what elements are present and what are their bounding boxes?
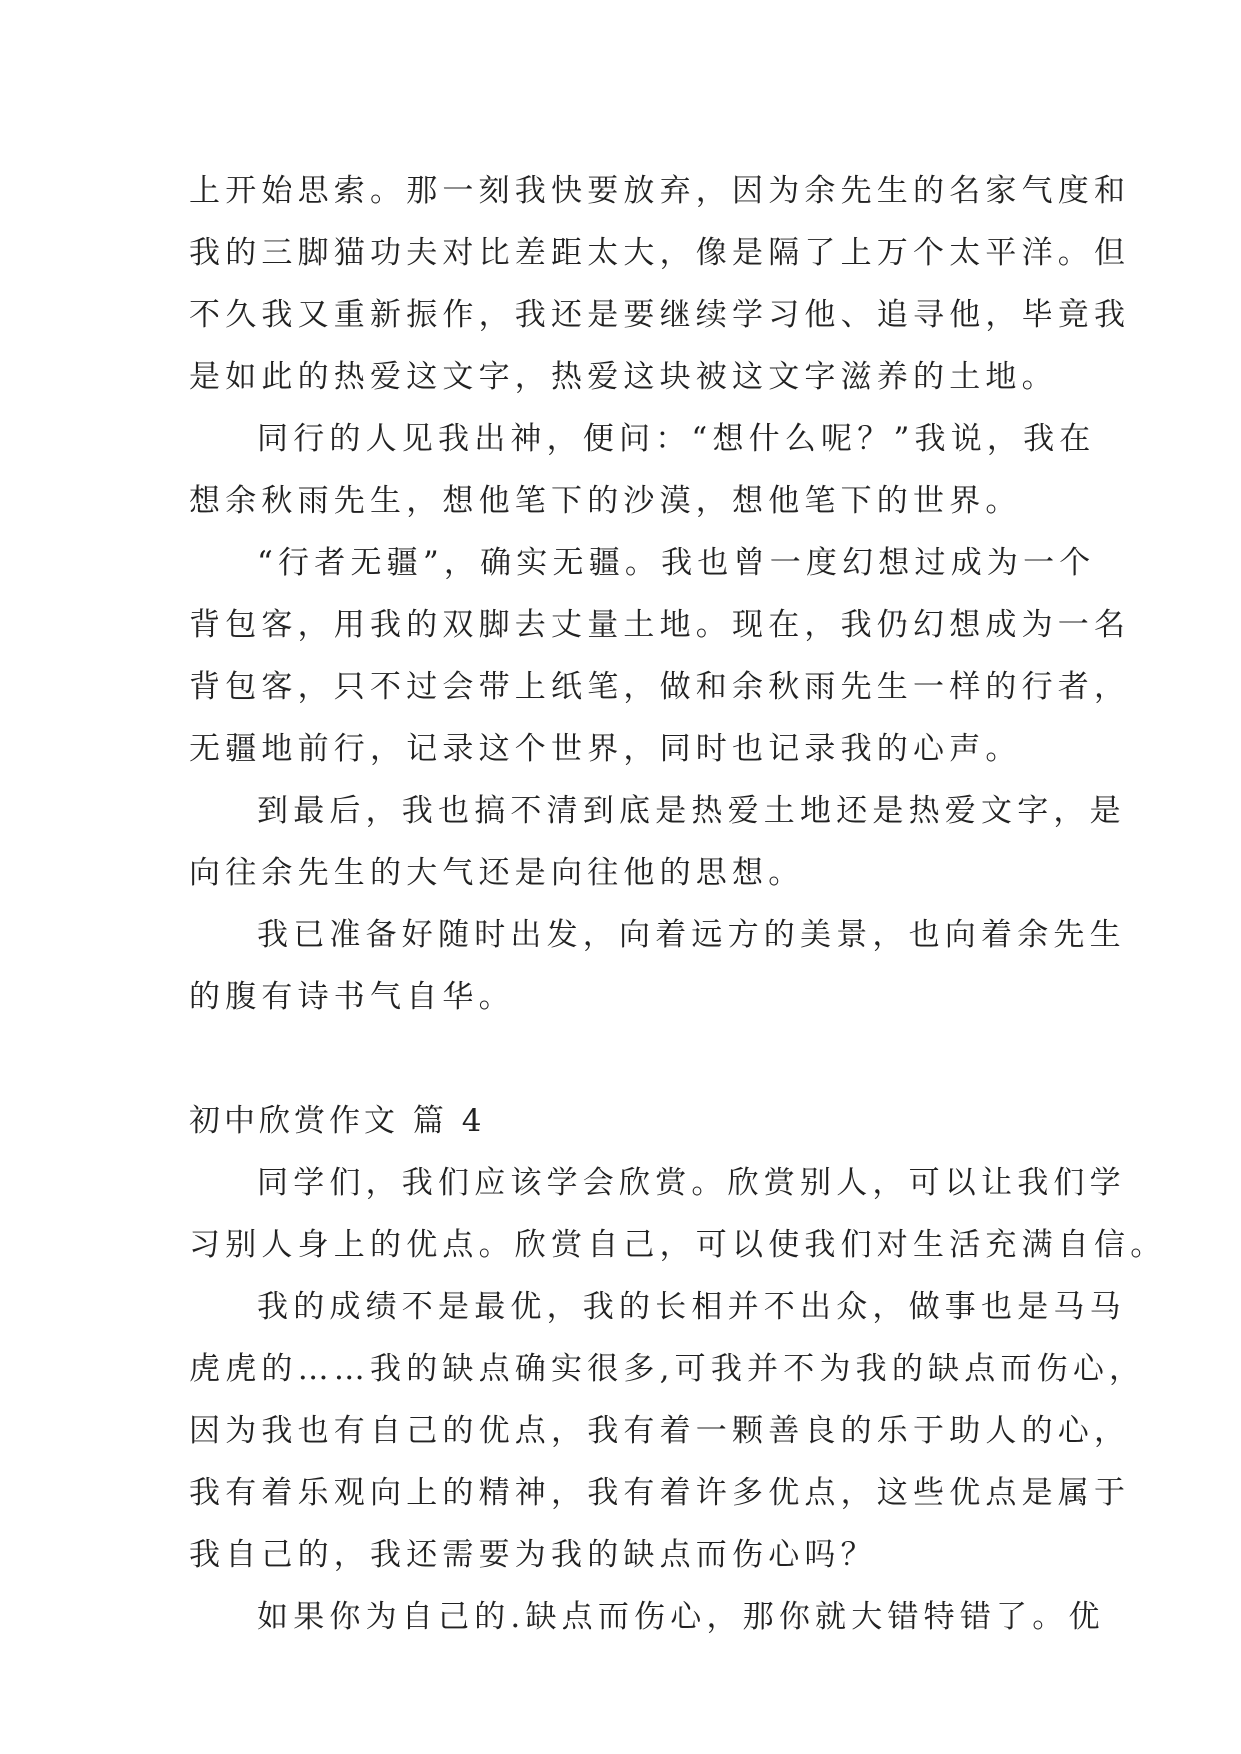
section-spacer	[189, 1028, 1051, 1090]
text-line: 我有着乐观向上的精神，我有着许多优点，这些优点是属于	[189, 1475, 1131, 1511]
text-line: 背包客，用我的双脚去丈量土地。现在，我仍幻想成为一名	[189, 607, 1131, 643]
paragraph-first-line: 我已准备好随时出发，向着远方的美景，也向着余先生	[257, 917, 1126, 953]
paragraph-first-line: 同学们，我们应该学会欣赏。欣赏别人，可以让我们学	[257, 1165, 1126, 1201]
text-line: 不久我又重新振作，我还是要继续学习他、追寻他，毕竟我	[189, 297, 1131, 333]
text-line: 我自己的，我还需要为我的缺点而伤心吗？	[189, 1537, 877, 1573]
text-line: 上开始思索。那一刻我快要放弃，因为余先生的名家气度和	[189, 173, 1131, 209]
text-line: 虎虎的……我的缺点确实很多,可我并不为我的缺点而伤心，	[189, 1351, 1146, 1387]
text-line: 背包客，只不过会带上纸笔，做和余秋雨先生一样的行者，	[189, 669, 1131, 705]
section-heading: 初中欣赏作文 篇 4	[189, 1103, 486, 1139]
text-line: 我的三脚猫功夫对比差距太大，像是隔了上万个太平洋。但	[189, 235, 1131, 271]
text-line: 习别人身上的优点。欣赏自己，可以使我们对生活充满自信。	[189, 1227, 1167, 1263]
text-line: 无疆地前行，记录这个世界，同时也记录我的心声。	[189, 731, 1022, 767]
paragraph-first-line: 到最后，我也搞不清到底是热爱土地还是热爱文字，是	[257, 793, 1126, 829]
paragraph-first-line: 同行的人见我出神，便问：“想什么呢？”我说，我在	[257, 421, 1096, 457]
text-line: 向往余先生的大气还是向往他的思想。	[189, 855, 805, 891]
text-line: 的腹有诗书气自华。	[189, 979, 515, 1015]
document-body	[189, 160, 1167, 1648]
text-line: 因为我也有自己的优点，我有着一颗善良的乐于助人的心，	[189, 1413, 1131, 1449]
paragraph-first-line: 如果你为自己的.缺点而伤心，那你就大错特错了。优	[257, 1599, 1105, 1635]
text-line: 想余秋雨先生，想他笔下的沙漠，想他笔下的世界。	[189, 483, 1022, 519]
text-line: 是如此的热爱这文字，热爱这块被这文字滋养的土地。	[189, 359, 1058, 395]
paragraph-first-line: 我的成绩不是最优，我的长相并不出众，做事也是马马	[257, 1289, 1126, 1325]
paragraph-first-line: “行者无疆”，确实无疆。我也曾一度幻想过成为一个	[257, 545, 1096, 581]
